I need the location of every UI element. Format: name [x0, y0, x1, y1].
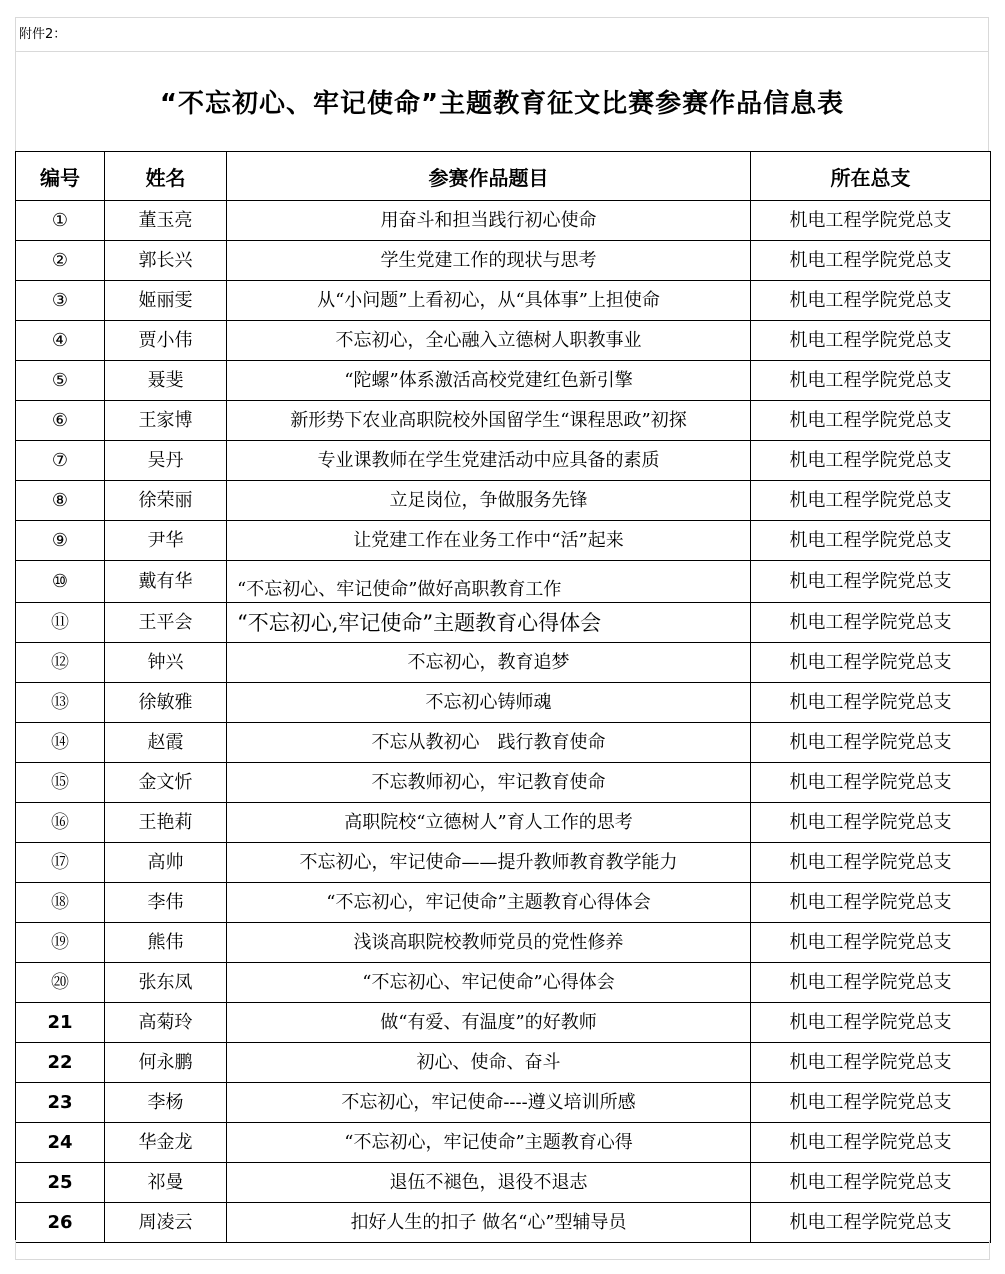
- table-row: [16, 521, 991, 561]
- cell-branch: 机电工程学院党总支: [751, 1043, 991, 1083]
- cell-name: 何永鹏: [105, 1043, 227, 1083]
- cell-name: 金文忻: [105, 763, 227, 803]
- cell-number: ③: [16, 281, 105, 321]
- cell-number: ⑨: [16, 521, 105, 561]
- cell-name: 吴丹: [105, 441, 227, 481]
- cell-work-title: 退伍不褪色，退役不退志: [227, 1163, 751, 1203]
- cell-work-title: 从“小问题”上看初心，从“具体事”上担使命: [227, 281, 751, 321]
- cell-number: ⑬: [16, 683, 105, 723]
- cell-number: ⑲: [16, 923, 105, 963]
- header-number: 编号: [16, 152, 105, 201]
- table-row: [16, 683, 991, 723]
- table-row: [16, 441, 991, 481]
- attachment-row: [15, 17, 989, 52]
- cell-name: 郭长兴: [105, 241, 227, 281]
- cell-work-title: “不忘初心、牢记使命”做好高职教育工作: [227, 561, 751, 603]
- cell-branch: 机电工程学院党总支: [751, 481, 991, 521]
- cell-name: 贾小伟: [105, 321, 227, 361]
- cell-name: 王平会: [105, 603, 227, 643]
- cell-name: 祁曼: [105, 1163, 227, 1203]
- cell-name: 李杨: [105, 1083, 227, 1123]
- table-row: [16, 241, 991, 281]
- cell-number: ⑮: [16, 763, 105, 803]
- cell-name: 赵霞: [105, 723, 227, 763]
- table-row: [16, 1003, 991, 1043]
- cell-work-title: 不忘从教初心 践行教育使命: [227, 723, 751, 763]
- cell-name: 尹华: [105, 521, 227, 561]
- cell-work-title: 让党建工作在业务工作中“活”起来: [227, 521, 751, 561]
- cell-work-title: “陀螺”体系激活高校党建红色新引擎: [227, 361, 751, 401]
- cell-number: 23: [16, 1083, 105, 1123]
- cell-branch: 机电工程学院党总支: [751, 401, 991, 441]
- table-row: [16, 1203, 991, 1243]
- cell-branch: 机电工程学院党总支: [751, 963, 991, 1003]
- cell-branch: 机电工程学院党总支: [751, 723, 991, 763]
- cell-number: ⑯: [16, 803, 105, 843]
- cell-work-title: 不忘初心，教育追梦: [227, 643, 751, 683]
- bottom-grid: [15, 1240, 990, 1260]
- table-row: [16, 1083, 991, 1123]
- table-row: [16, 763, 991, 803]
- table-row: [16, 803, 991, 843]
- cell-work-title: 不忘初心铸师魂: [227, 683, 751, 723]
- cell-branch: 机电工程学院党总支: [751, 361, 991, 401]
- cell-name: 高帅: [105, 843, 227, 883]
- cell-branch: 机电工程学院党总支: [751, 923, 991, 963]
- cell-number: ②: [16, 241, 105, 281]
- cell-branch: 机电工程学院党总支: [751, 643, 991, 683]
- cell-name: 张东凤: [105, 963, 227, 1003]
- cell-work-title: “不忘初心、牢记使命”心得体会: [227, 963, 751, 1003]
- table-row: [16, 843, 991, 883]
- cell-number: 26: [16, 1203, 105, 1243]
- cell-number: 22: [16, 1043, 105, 1083]
- table-row: [16, 1043, 991, 1083]
- cell-branch: 机电工程学院党总支: [751, 441, 991, 481]
- cell-work-title: “不忘初心,牢记使命”主题教育心得体会: [227, 603, 751, 643]
- cell-work-title: 用奋斗和担当践行初心使命: [227, 201, 751, 241]
- cell-name: 戴有华: [105, 561, 227, 603]
- cell-branch: 机电工程学院党总支: [751, 241, 991, 281]
- cell-number: ⑭: [16, 723, 105, 763]
- table-row: [16, 361, 991, 401]
- cell-name: 熊伟: [105, 923, 227, 963]
- cell-name: 聂斐: [105, 361, 227, 401]
- cell-number: 21: [16, 1003, 105, 1043]
- cell-work-title: 做“有爱、有温度”的好教师: [227, 1003, 751, 1043]
- cell-branch: 机电工程学院党总支: [751, 883, 991, 923]
- cell-work-title: “不忘初心，牢记使命”主题教育心得体会: [227, 883, 751, 923]
- cell-work-title: 学生党建工作的现状与思考: [227, 241, 751, 281]
- cell-branch: 机电工程学院党总支: [751, 1003, 991, 1043]
- cell-branch: 机电工程学院党总支: [751, 603, 991, 643]
- table-header-row: [16, 152, 991, 201]
- cell-branch: 机电工程学院党总支: [751, 803, 991, 843]
- cell-number: ⑩: [16, 561, 105, 603]
- cell-branch: 机电工程学院党总支: [751, 1163, 991, 1203]
- table-row: [16, 963, 991, 1003]
- table-row: [16, 883, 991, 923]
- header-name: 姓名: [105, 152, 227, 201]
- cell-name: 王家博: [105, 401, 227, 441]
- cell-work-title: 高职院校“立德树人”育人工作的思考: [227, 803, 751, 843]
- cell-number: ⑥: [16, 401, 105, 441]
- cell-branch: 机电工程学院党总支: [751, 763, 991, 803]
- cell-branch: 机电工程学院党总支: [751, 1123, 991, 1163]
- table-row: [16, 281, 991, 321]
- cell-name: 高菊玲: [105, 1003, 227, 1043]
- cell-number: 24: [16, 1123, 105, 1163]
- cell-work-title: 不忘初心，牢记使命----遵义培训所感: [227, 1083, 751, 1123]
- cell-number: ⑳: [16, 963, 105, 1003]
- cell-number: ⑱: [16, 883, 105, 923]
- cell-branch: 机电工程学院党总支: [751, 843, 991, 883]
- cell-number: ⑧: [16, 481, 105, 521]
- cell-number: ⑪: [16, 603, 105, 643]
- cell-work-title: 新形势下农业高职院校外国留学生“课程思政”初探: [227, 401, 751, 441]
- cell-number: 25: [16, 1163, 105, 1203]
- cell-number: ⑤: [16, 361, 105, 401]
- table-row: [16, 643, 991, 683]
- cell-branch: 机电工程学院党总支: [751, 201, 991, 241]
- cell-name: 周凌云: [105, 1203, 227, 1243]
- cell-number: ⑰: [16, 843, 105, 883]
- cell-number: ①: [16, 201, 105, 241]
- cell-branch: 机电工程学院党总支: [751, 521, 991, 561]
- cell-work-title: 初心、使命、奋斗: [227, 1043, 751, 1083]
- cell-name: 徐荣丽: [105, 481, 227, 521]
- cell-name: 李伟: [105, 883, 227, 923]
- table-row: [16, 401, 991, 441]
- table-row: [16, 923, 991, 963]
- table-row: [16, 1163, 991, 1203]
- table-row: [16, 201, 991, 241]
- cell-name: 董玉亮: [105, 201, 227, 241]
- cell-branch: 机电工程学院党总支: [751, 561, 991, 603]
- entries-table: [15, 151, 991, 1243]
- cell-name: 姬丽雯: [105, 281, 227, 321]
- table-row: [16, 481, 991, 521]
- cell-work-title: 不忘初心，全心融入立德树人职教事业: [227, 321, 751, 361]
- cell-name: 王艳莉: [105, 803, 227, 843]
- cell-work-title: 立足岗位，争做服务先锋: [227, 481, 751, 521]
- cell-name: 徐敏雅: [105, 683, 227, 723]
- cell-work-title: 专业课教师在学生党建活动中应具备的素质: [227, 441, 751, 481]
- table-body: [16, 201, 991, 1243]
- cell-branch: 机电工程学院党总支: [751, 1083, 991, 1123]
- cell-work-title: 扣好人生的扣子 做名“心”型辅导员: [227, 1203, 751, 1243]
- cell-number: ⑫: [16, 643, 105, 683]
- header-work-title: 参赛作品题目: [227, 152, 751, 201]
- cell-name: 华金龙: [105, 1123, 227, 1163]
- cell-number: ⑦: [16, 441, 105, 481]
- header-branch: 所在总支: [751, 152, 991, 201]
- cell-branch: 机电工程学院党总支: [751, 1203, 991, 1243]
- cell-branch: 机电工程学院党总支: [751, 281, 991, 321]
- cell-work-title: 不忘教师初心，牢记教育使命: [227, 763, 751, 803]
- table-row: [16, 723, 991, 763]
- table-row: [16, 603, 991, 643]
- cell-branch: 机电工程学院党总支: [751, 321, 991, 361]
- cell-work-title: “不忘初心，牢记使命”主题教育心得: [227, 1123, 751, 1163]
- cell-number: ④: [16, 321, 105, 361]
- table-row: [16, 321, 991, 361]
- page-title: “不忘初心、牢记使命”主题教育征文比赛参赛作品信息表: [15, 52, 989, 151]
- attachment-label: 附件2：: [19, 27, 67, 42]
- cell-work-title: 不忘初心，牢记使命——提升教师教育教学能力: [227, 843, 751, 883]
- cell-work-title: 浅谈高职院校教师党员的党性修养: [227, 923, 751, 963]
- cell-name: 钟兴: [105, 643, 227, 683]
- cell-branch: 机电工程学院党总支: [751, 683, 991, 723]
- table-row: [16, 1123, 991, 1163]
- table-row: [16, 561, 991, 603]
